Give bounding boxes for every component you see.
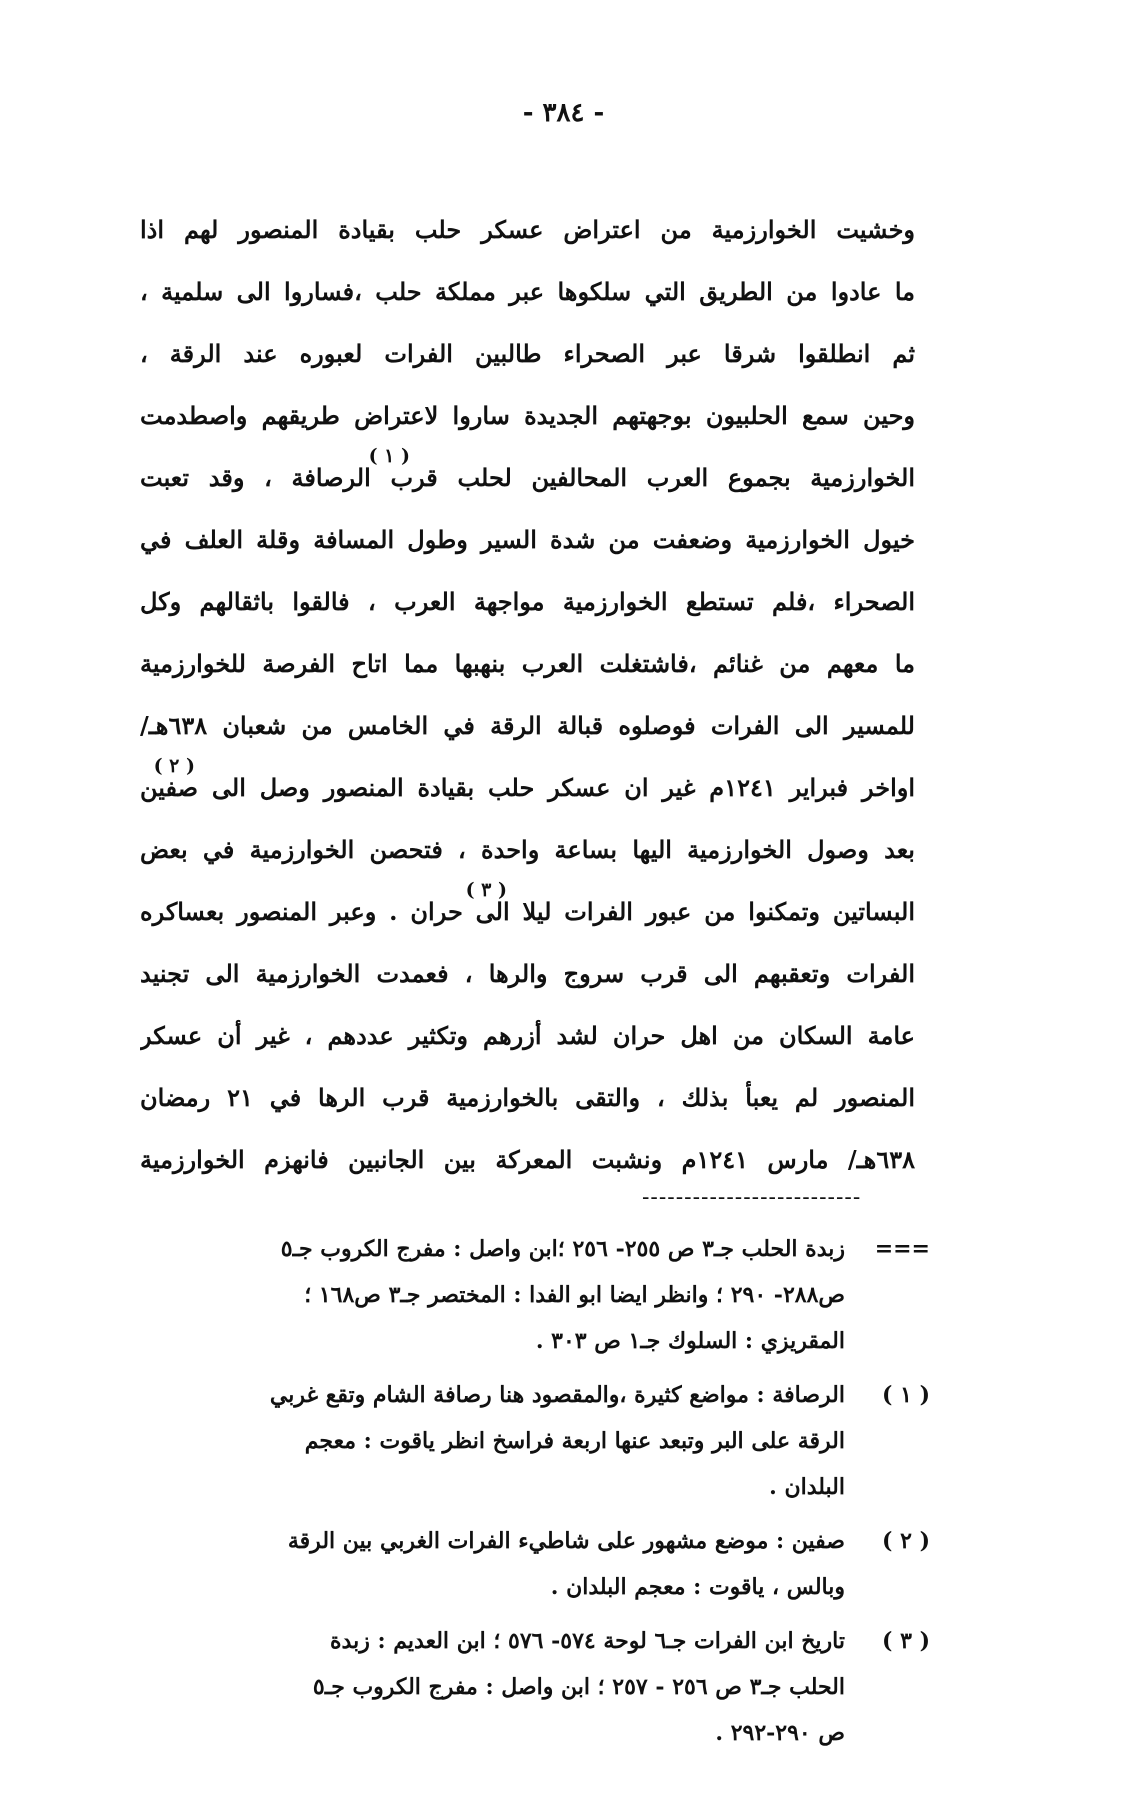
- text-line: الصحراء ،فلم تستطع الخوارزمية مواجهة العرب ، فالقوا باثقالهم وكل: [140, 587, 915, 616]
- text-line: [140, 755, 915, 828]
- footnote-ref-3: ( ٣ ): [465, 879, 507, 901]
- text-line-content: البساتين وتمكنوا من عبور الفرات ليلا الى حران . وعبر المنصور بعساكره: [140, 897, 915, 926]
- footnotes: [140, 1226, 930, 1764]
- footnote-line: زبدة الحلب جـ٣ ص ٢٥٥- ٢٥٦ ؛ابن واصل : مفرج الكروب جـ٥: [280, 1236, 845, 1262]
- footnote-line: صفين : موضع مشهور على شاطيء الفرات الغربي بين الرقة: [287, 1528, 845, 1554]
- footnote-general: [140, 1226, 930, 1364]
- footnote-line: المقريزي : السلوك جـ١ ص ٣٠٣ .: [535, 1328, 845, 1354]
- text-line: [140, 879, 915, 952]
- footnote-line: ص٢٨٨- ٢٩٠ ؛ وانظر ايضا ابو الفدا : المختصر جـ٣ ص١٦٨ ؛: [304, 1282, 845, 1308]
- footnote-ref-2: ( ٢ ): [153, 755, 195, 777]
- footnote-ref-1: ( ١ ): [368, 445, 410, 467]
- footnote-line: البلدان .: [769, 1474, 845, 1500]
- footnote-line: الرصافة : مواضع كثيرة ،والمقصود هنا رصافة الشام وتقع غربي: [269, 1382, 845, 1408]
- text-line: ما معهم من غنائم ،فاشتغلت العرب بنهبها مما اتاح الفرصة للخوارزمية: [140, 649, 915, 678]
- text-line: وحين سمع الحلبيون بوجهتهم الجديدة ساروا لاعتراض طريقهم واصطدمت: [140, 401, 915, 430]
- footnote-separator: --------------------------: [642, 1185, 862, 1209]
- footnote-marker: ( ٣ ): [882, 1628, 930, 1654]
- text-line: ٦٣٨هـ/ مارس ١٢٤١م ونشبت المعركة بين الجانبين فانهزم الخوارزمية: [140, 1145, 915, 1174]
- text-line: ثم انطلقوا شرقا عبر الصحراء طالبين الفرات لعبوره عند الرقة ،: [140, 339, 915, 368]
- text-line: بعد وصول الخوارزمية اليها بساعة واحدة ، فتحصن الخوارزمية في بعض: [140, 835, 915, 864]
- text-line: خيول الخوارزمية وضعفت من شدة السير وطول المسافة وقلة العلف في: [140, 525, 915, 554]
- main-text: [140, 208, 915, 1200]
- text-line: المنصور لم يعبأ بذلك ، والتقى بالخوارزمية قرب الرها في ٢١ رمضان: [140, 1083, 915, 1112]
- text-line: ما عادوا من الطريق التي سلكوها عبر مملكة حلب ،فساروا الى سلمية ،: [140, 277, 915, 306]
- footnote-line: ص ٢٩٠-٢٩٢ .: [715, 1720, 845, 1746]
- footnote-line: وبالس ، ياقوت : معجم البلدان .: [550, 1574, 845, 1600]
- footnote-line: الرقة على البر وتبعد عنها اربعة فراسخ انظر ياقوت : معجم: [304, 1428, 845, 1454]
- footnote-3: [140, 1618, 930, 1756]
- footnote-line: تاريخ ابن الفرات جـ٦ لوحة ٥٧٤- ٥٧٦ ؛ ابن العديم : زبدة: [330, 1628, 845, 1654]
- text-line: وخشيت الخوارزمية من اعتراض عسكر حلب بقيادة المنصور لهم اذا: [140, 215, 915, 244]
- page-number: - ٣٨٤ -: [522, 98, 605, 128]
- text-line: [140, 445, 915, 518]
- footnote-marker: ( ١ ): [882, 1382, 930, 1408]
- text-line-content: الخوارزمية بجموع العرب المحالفين لحلب قرب الرصافة ، وقد تعبت: [140, 463, 915, 492]
- footnote-1: [140, 1372, 930, 1510]
- text-line-content: اواخر فبراير ١٢٤١م غير ان عسكر حلب بقيادة المنصور وصل الى صفين: [140, 773, 915, 802]
- footnote-2: [140, 1518, 930, 1610]
- text-line: عامة السكان من اهل حران لشد أزرهم وتكثير عددهم ، غير أن عسكر: [140, 1021, 915, 1050]
- footnote-marker: ( ٢ ): [882, 1528, 930, 1554]
- text-line: للمسير الى الفرات فوصلوه قبالة الرقة في الخامس من شعبان ٦٣٨هـ/: [140, 711, 915, 740]
- footnote-line: الحلب جـ٣ ص ٢٥٦ - ٢٥٧ ؛ ابن واصل : مفرج الكروب جـ٥: [312, 1674, 845, 1700]
- text-line: الفرات وتعقبهم الى قرب سروج والرها ، فعمدت الخوارزمية الى تجنيد: [140, 959, 915, 988]
- footnote-marker: ===: [874, 1236, 930, 1262]
